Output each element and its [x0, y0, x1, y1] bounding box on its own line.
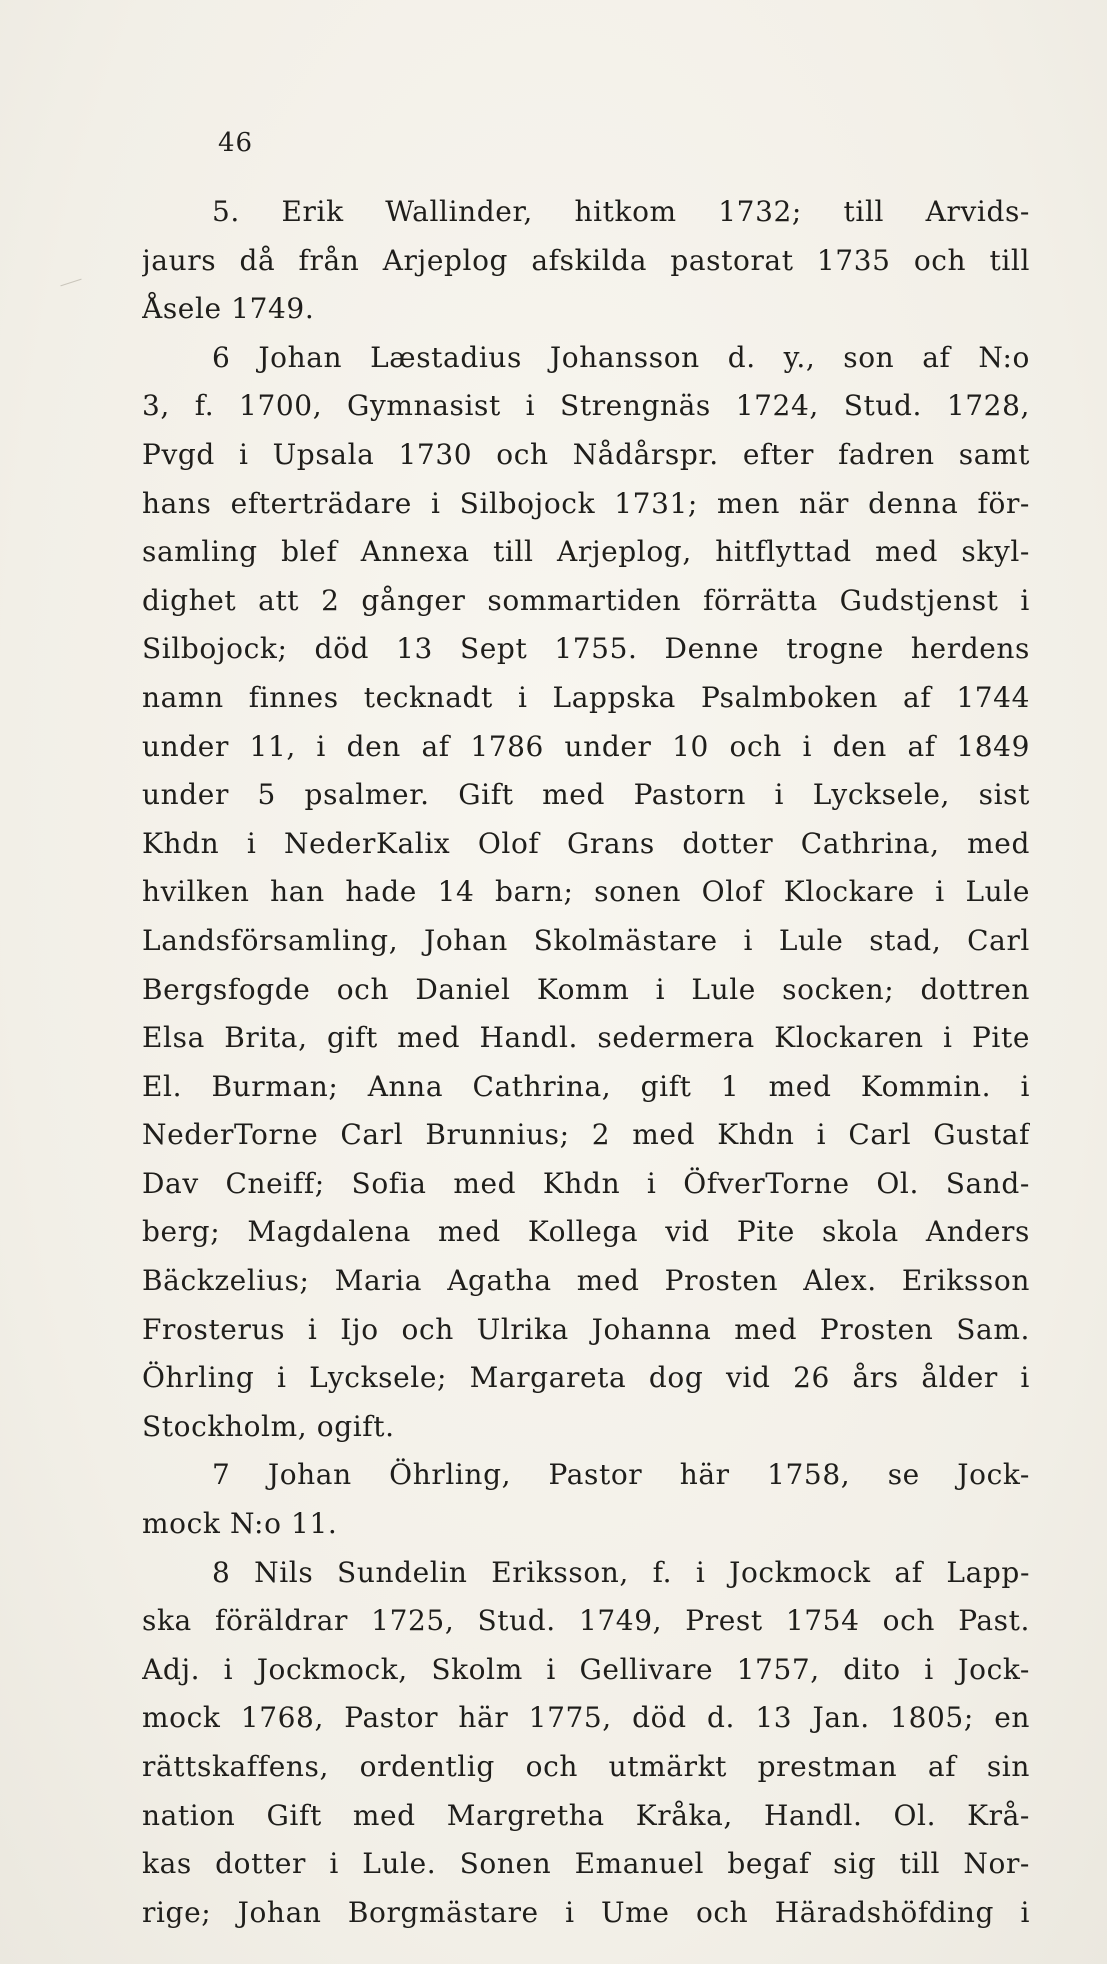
text-line: 3, f. 1700, Gymnasist i Strengnäs 1724, Stud. 1728, [142, 389, 1030, 423]
text-line: berg; Magdalena med Kollega vid Pite skola Anders [142, 1215, 1030, 1249]
text-line: Bäckzelius; Maria Agatha med Prosten Alex. Eriksson [142, 1264, 1030, 1298]
text-line: rige; Johan Borgmästare i Ume och Häradshöfding i [142, 1895, 1030, 1929]
text-line: Stockholm, ogift. [142, 1409, 395, 1443]
text-line: Öhrling i Lycksele; Margareta dog vid 26 års ålder i [142, 1361, 1030, 1395]
text-line: dighet att 2 gånger sommartiden förrätta Gudstjenst i [142, 583, 1030, 617]
text-line: 6 Johan Læstadius Johansson d. y., son af N:o [212, 340, 1030, 374]
page-number: 46 [218, 128, 254, 158]
text-line: kas dotter i Lule. Sonen Emanuel begaf sig till Nor- [142, 1847, 1030, 1881]
text-line: under 11, i den af 1786 under 10 och i den af 1849 [142, 729, 1030, 763]
body-text [142, 188, 1030, 1937]
text-line: Åsele 1749. [142, 292, 315, 326]
text-line: Silbojock; död 13 Sept 1755. Denne trogne herdens [142, 632, 1030, 666]
text-line: ska föräldrar 1725, Stud. 1749, Prest 1754 och Past. [142, 1604, 1030, 1638]
text-line: hans efterträdare i Silbojock 1731; men när denna för- [142, 486, 1030, 520]
text-line: 8 Nils Sundelin Eriksson, f. i Jockmock af Lapp- [212, 1555, 1030, 1589]
text-line: nation Gift med Margretha Kråka, Handl. Ol. Krå- [142, 1798, 1030, 1832]
text-line: 5. Erik Wallinder, hitkom 1732; till Arvids- [212, 195, 1030, 228]
text-line: mock N:o 11. [142, 1507, 338, 1541]
text-line: mock 1768, Pastor här 1775, död d. 13 Jan. 1805; en [142, 1701, 1030, 1735]
text-line: Frosterus i Ijo och Ulrika Johanna med Prosten Sam. [142, 1312, 1030, 1346]
text-line: El. Burman; Anna Cathrina, gift 1 med Kommin. i [142, 1069, 1030, 1103]
text-line: Adj. i Jockmock, Skolm i Gellivare 1757, dito i Jock- [142, 1652, 1030, 1686]
text-line: Landsförsamling, Johan Skolmästare i Lule stad, Carl [142, 923, 1030, 957]
text-line: hvilken han hade 14 barn; sonen Olof Klockare i Lule [142, 875, 1030, 909]
text-line: under 5 psalmer. Gift med Pastorn i Lycksele, sist [142, 778, 1030, 812]
margin-mark [60, 279, 81, 287]
text-line: Khdn i NederKalix Olof Grans dotter Cathrina, med [142, 826, 1030, 860]
text-line: Bergsfogde och Daniel Komm i Lule socken; dottren [142, 972, 1030, 1006]
text-line: 7 Johan Öhrling, Pastor här 1758, se Jock- [212, 1458, 1030, 1492]
text-line: samling blef Annexa till Arjeplog, hitflyttad med skyl- [142, 535, 1030, 569]
text-line: Pvgd i Upsala 1730 och Nådårspr. efter fadren samt [142, 437, 1030, 471]
text-line: Elsa Brita, gift med Handl. sedermera Klockaren i Pite [142, 1021, 1030, 1055]
text-line: namn finnes tecknadt i Lappska Psalmboken af 1744 [142, 680, 1030, 714]
text-line: jaurs då från Arjeplog afskilda pastorat 1735 och till [142, 243, 1030, 277]
text-line: Dav Cneiff; Sofia med Khdn i ÖfverTorne Ol. Sand- [142, 1166, 1030, 1200]
text-line: NederTorne Carl Brunnius; 2 med Khdn i Carl Gustaf [142, 1118, 1030, 1152]
text-line: rättskaffens, ordentlig och utmärkt prestman af sin [142, 1750, 1030, 1783]
